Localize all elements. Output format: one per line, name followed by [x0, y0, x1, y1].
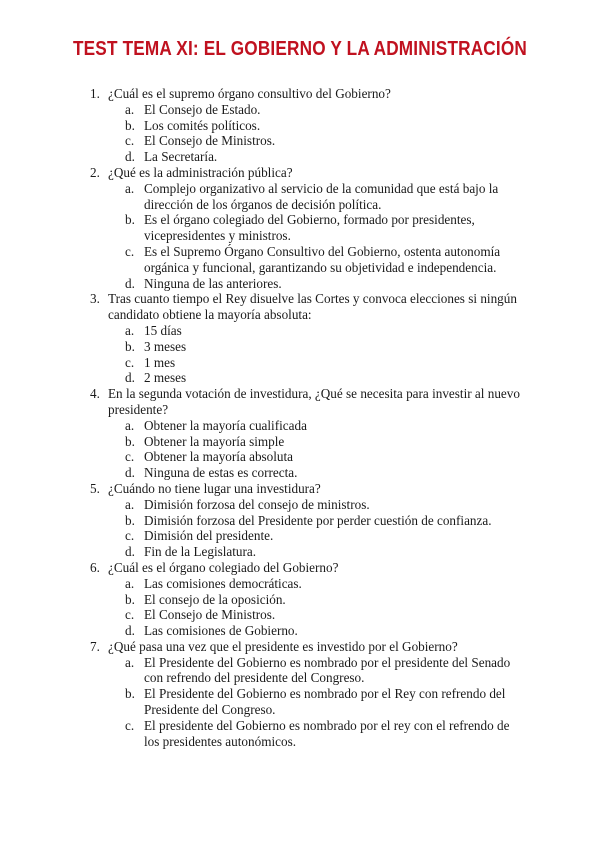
question-text: ¿Cuál es el supremo órgano consultivo del Gobierno? — [108, 86, 391, 101]
option-letter: a. — [125, 180, 135, 196]
question-text: ¿Cuál es el órgano colegiado del Gobierno? — [108, 559, 339, 575]
question-text: ¿Qué es la administración pública? — [108, 164, 293, 180]
question-item — [0, 165, 600, 291]
option-text: Complejo organizativo al servicio de la comunidad que está bajo la dirección de los órganos de decisión política. — [144, 180, 499, 212]
option-text: El Presidente del Gobierno es nombrado por el presidente del Senado con refrendo del presidente del Congreso. — [144, 654, 511, 686]
answer-option — [0, 323, 600, 339]
answer-option — [0, 370, 600, 386]
answer-option — [0, 576, 600, 592]
option-text: 2 meses — [144, 370, 187, 386]
option-letter: a. — [125, 417, 135, 433]
question-list — [0, 86, 600, 749]
answer-option — [0, 276, 600, 292]
answer-option — [0, 497, 600, 513]
answer-option — [0, 118, 600, 134]
option-letter: b. — [125, 512, 135, 528]
answer-option — [0, 339, 600, 355]
option-letter: d. — [125, 465, 135, 481]
option-letter: a. — [125, 496, 135, 512]
answer-option — [0, 244, 600, 276]
question-item — [0, 386, 600, 481]
document-title: TEST TEMA XI: EL GOBIERNO Y LA ADMINISTRACIÓN — [72, 38, 527, 60]
option-text: Las comisiones democráticas. — [144, 575, 302, 591]
answer-option — [0, 355, 600, 371]
answer-option — [0, 655, 600, 687]
question-text: ¿Cuándo no tiene lugar una investidura? — [108, 480, 321, 496]
option-text: El Consejo de Ministros. — [144, 133, 276, 149]
option-letter: b. — [125, 686, 135, 702]
answer-option — [0, 102, 600, 118]
option-letter: c. — [125, 243, 135, 259]
option-text: Dimisión del presidente. — [144, 528, 274, 544]
option-text: 15 días — [144, 322, 182, 338]
option-text: El Presidente del Gobierno es nombrado por el Rey con refrendo del Presidente del Congreso. — [144, 686, 506, 718]
option-letter: b. — [125, 591, 135, 607]
option-letter: a. — [125, 575, 135, 591]
question-number: 7. — [90, 638, 100, 654]
option-text: Es el Supremo Órgano Consultivo del Gobierno, ostenta autonomía orgánica y funcional, garantizando su objetividad e independencia. — [144, 243, 501, 275]
answer-option — [0, 592, 600, 608]
answer-option — [0, 607, 600, 623]
option-letter: b. — [125, 212, 135, 228]
answer-options — [0, 418, 600, 481]
answer-options — [0, 576, 600, 639]
option-letter: b. — [125, 338, 135, 354]
option-text: El presidente del Gobierno es nombrado por el rey con el refrendo de los presidentes autonómicos. — [144, 717, 510, 749]
option-letter: c. — [125, 354, 135, 370]
option-text: Dimisión forzosa del consejo de ministros. — [144, 496, 370, 512]
option-letter: a. — [125, 101, 135, 117]
option-letter: c. — [125, 717, 135, 733]
question-item — [0, 560, 600, 639]
option-text: Los comités políticos. — [144, 117, 261, 133]
answer-option — [0, 623, 600, 639]
option-letter: d. — [125, 370, 135, 386]
answer-options — [0, 181, 600, 292]
option-text: 3 meses — [144, 338, 187, 354]
question-item — [0, 291, 600, 386]
option-text: Fin de la Legislatura. — [144, 544, 257, 560]
option-letter: c. — [125, 528, 135, 544]
question-number: 2. — [90, 164, 100, 180]
option-text: Obtener la mayoría simple — [144, 433, 285, 449]
option-text: Ninguna de estas es correcta. — [144, 465, 298, 481]
option-text: El Consejo de Estado. — [144, 101, 261, 117]
answer-options — [0, 497, 600, 560]
answer-option — [0, 181, 600, 213]
option-letter: c. — [125, 449, 135, 465]
option-text: Es el órgano colegiado del Gobierno, formado por presidentes, vicepresidentes y ministros. — [144, 212, 475, 244]
question-number: 4. — [90, 386, 100, 402]
answer-option — [0, 418, 600, 434]
option-letter: c. — [125, 607, 135, 623]
answer-option — [0, 686, 600, 718]
answer-option — [0, 133, 600, 149]
option-text: Obtener la mayoría absoluta — [144, 449, 294, 465]
option-letter: b. — [125, 117, 135, 133]
answer-option — [0, 449, 600, 465]
answer-option — [0, 513, 600, 529]
answer-option — [0, 149, 600, 165]
answer-options — [0, 102, 600, 165]
option-text: Dimisión forzosa del Presidente por perder cuestión de confianza. — [144, 512, 492, 528]
answer-options — [0, 655, 600, 750]
option-letter: b. — [125, 433, 135, 449]
option-text: Ninguna de las anteriores. — [144, 275, 282, 291]
question-number: 3. — [90, 291, 100, 307]
answer-option — [0, 434, 600, 450]
answer-option — [0, 465, 600, 481]
answer-option — [0, 212, 600, 244]
question-item — [0, 639, 600, 750]
option-text: La Secretaría. — [144, 149, 218, 165]
option-letter: d. — [125, 149, 135, 165]
question-item — [0, 481, 600, 560]
question-number: 6. — [90, 559, 100, 575]
answer-option — [0, 718, 600, 750]
option-letter: d. — [125, 544, 135, 560]
question-number: 1. — [90, 86, 100, 101]
option-letter: d. — [125, 623, 135, 639]
answer-options — [0, 323, 600, 386]
question-number: 5. — [90, 480, 100, 496]
option-letter: a. — [125, 654, 135, 670]
option-text: Las comisiones de Gobierno. — [144, 623, 298, 639]
option-letter: a. — [125, 322, 135, 338]
option-text: El Consejo de Ministros. — [144, 607, 276, 623]
option-text: 1 mes — [144, 354, 176, 370]
question-text: En la segunda votación de investidura, ¿Qué se necesita para investir al nuevo presidente? — [108, 386, 520, 417]
answer-option — [0, 544, 600, 560]
question-text: ¿Qué pasa una vez que el presidente es investido por el Gobierno? — [108, 638, 458, 654]
option-letter: d. — [125, 275, 135, 291]
answer-option — [0, 528, 600, 544]
question-item — [0, 86, 600, 165]
question-text: Tras cuanto tiempo el Rey disuelve las Cortes y convoca elecciones si ningún candidato obtiene la mayoría absoluta: — [108, 291, 517, 323]
option-letter: c. — [125, 133, 135, 149]
option-text: El consejo de la oposición. — [144, 591, 286, 607]
option-text: Obtener la mayoría cualificada — [144, 417, 307, 433]
